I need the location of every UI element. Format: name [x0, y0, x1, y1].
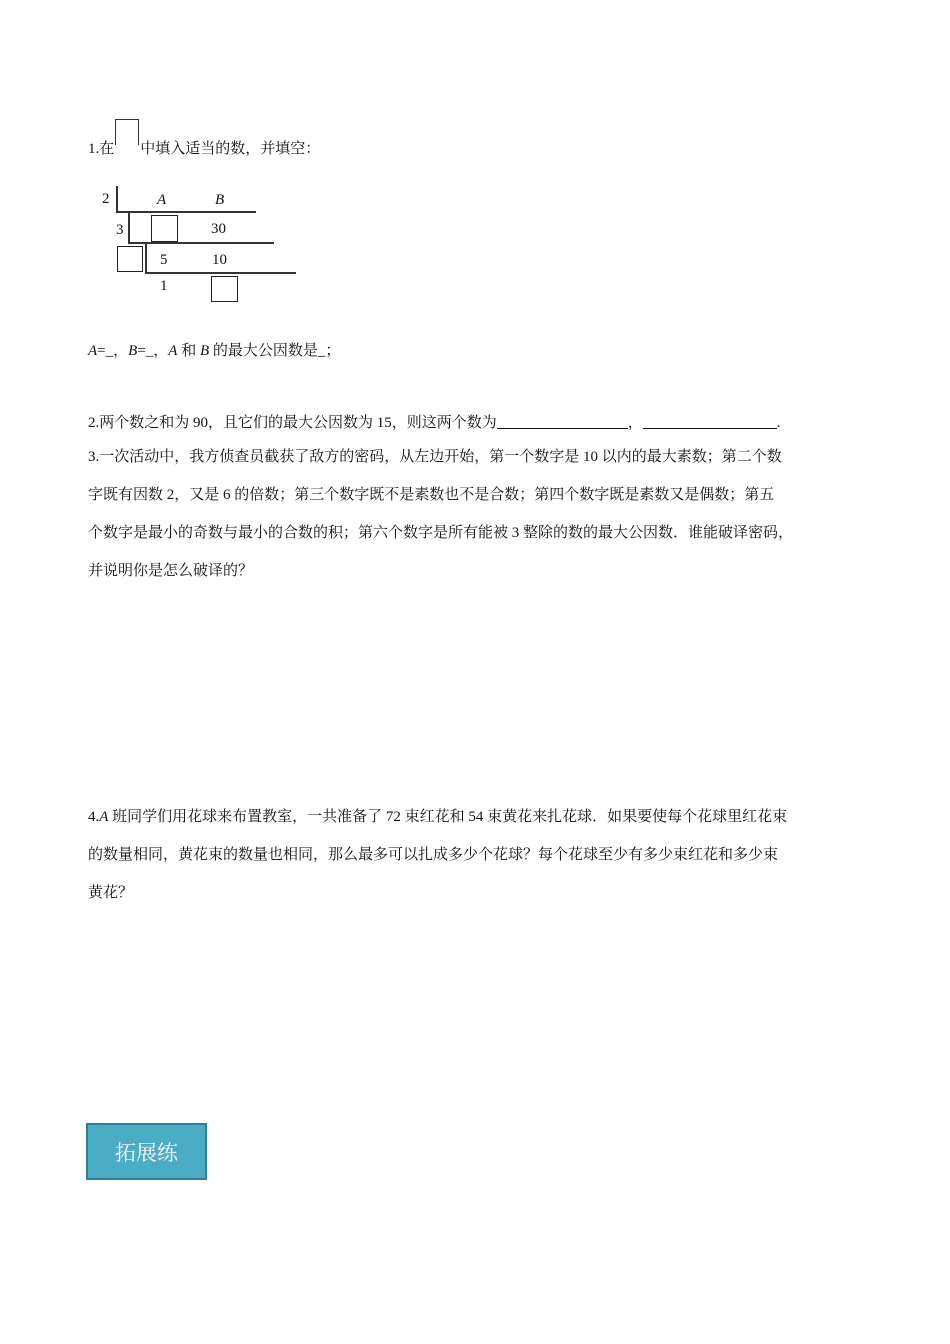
answer-and: 和: [177, 343, 200, 359]
division-bracket-3: [145, 243, 147, 274]
answer-a2-label: A: [168, 343, 178, 359]
row2-b-value: 30: [211, 221, 226, 237]
blank-box-row4-b[interactable]: [211, 276, 238, 302]
answer-b-label: B: [128, 343, 138, 359]
q3-line-2: 字既有因数 2，又是 6 的倍数；第三个数字既不是素数也不是合数；第四个数字既是素数又是偶数；第五: [88, 487, 775, 503]
row3-a-value: 5: [160, 252, 168, 268]
answer-a-label: A: [88, 343, 98, 359]
q2-sep: ，: [627, 415, 643, 431]
q1-answer-line: [88, 341, 340, 361]
division-rule-1: [116, 211, 256, 213]
q2-blank-2[interactable]: [643, 414, 777, 429]
header-b: B: [215, 192, 225, 208]
row4-a-value: 1: [160, 278, 168, 294]
section-tag-extension-practice: 拓展练: [86, 1123, 207, 1180]
q4-line-3: 黄花？: [88, 885, 134, 901]
answer-a-blank[interactable]: =_，: [97, 343, 129, 359]
row3-b-value: 10: [212, 252, 227, 268]
q1-prefix: 1.在: [88, 141, 115, 157]
q4-line-1: [88, 807, 787, 827]
divisor-1: 2: [102, 191, 110, 207]
blank-box-divisor-3[interactable]: [117, 246, 143, 272]
q3-line-3: 个数字是最小的奇数与最小的合数的积；第六个数字是所有能被 3 整除的数的最大公因数．谁能破译密码，: [88, 525, 794, 541]
answer-gcd-blank[interactable]: 的最大公因数是_；: [209, 343, 341, 359]
division-bracket-1: [116, 186, 118, 213]
answer-b2-label: B: [199, 343, 210, 359]
division-rule-3: [145, 272, 296, 274]
blank-box-row2-a[interactable]: [151, 215, 178, 242]
q2-line: [88, 413, 781, 433]
q4-num: 4.: [88, 809, 100, 825]
division-rule-2: [128, 242, 274, 244]
q3-line-4: 并说明你是怎么破译的？: [88, 563, 254, 579]
q1-suffix: 中填入适当的数，并填空：: [140, 141, 321, 157]
q2-text: 2.两个数之和为 90，且它们的最大公因数为 15，则这两个数为: [88, 415, 497, 431]
q4-line1-rest: 班同学们用花球来布置教室，一共准备了 72 束红花和 54 束黄花来扎花球．如果要使每个花球里红花束: [108, 809, 788, 825]
q2-end: .: [776, 415, 781, 431]
header-a: A: [157, 192, 167, 208]
q4-class-label: A: [99, 809, 109, 825]
answer-b-blank[interactable]: =_，: [137, 343, 169, 359]
divisor-2: 3: [116, 222, 124, 238]
q3-line-1: 3.一次活动中，我方侦查员截获了敌方的密码，从左边开始，第一个数字是 10 以内的最大素数；第二个数: [88, 449, 782, 465]
q2-blank-1[interactable]: [497, 414, 628, 429]
q4-line-2: 的数量相同，黄花束的数量也相同，那么最多可以扎成多少个花球？每个花球至少有多少束红花和多少束: [88, 847, 779, 863]
division-bracket-2: [128, 212, 130, 244]
